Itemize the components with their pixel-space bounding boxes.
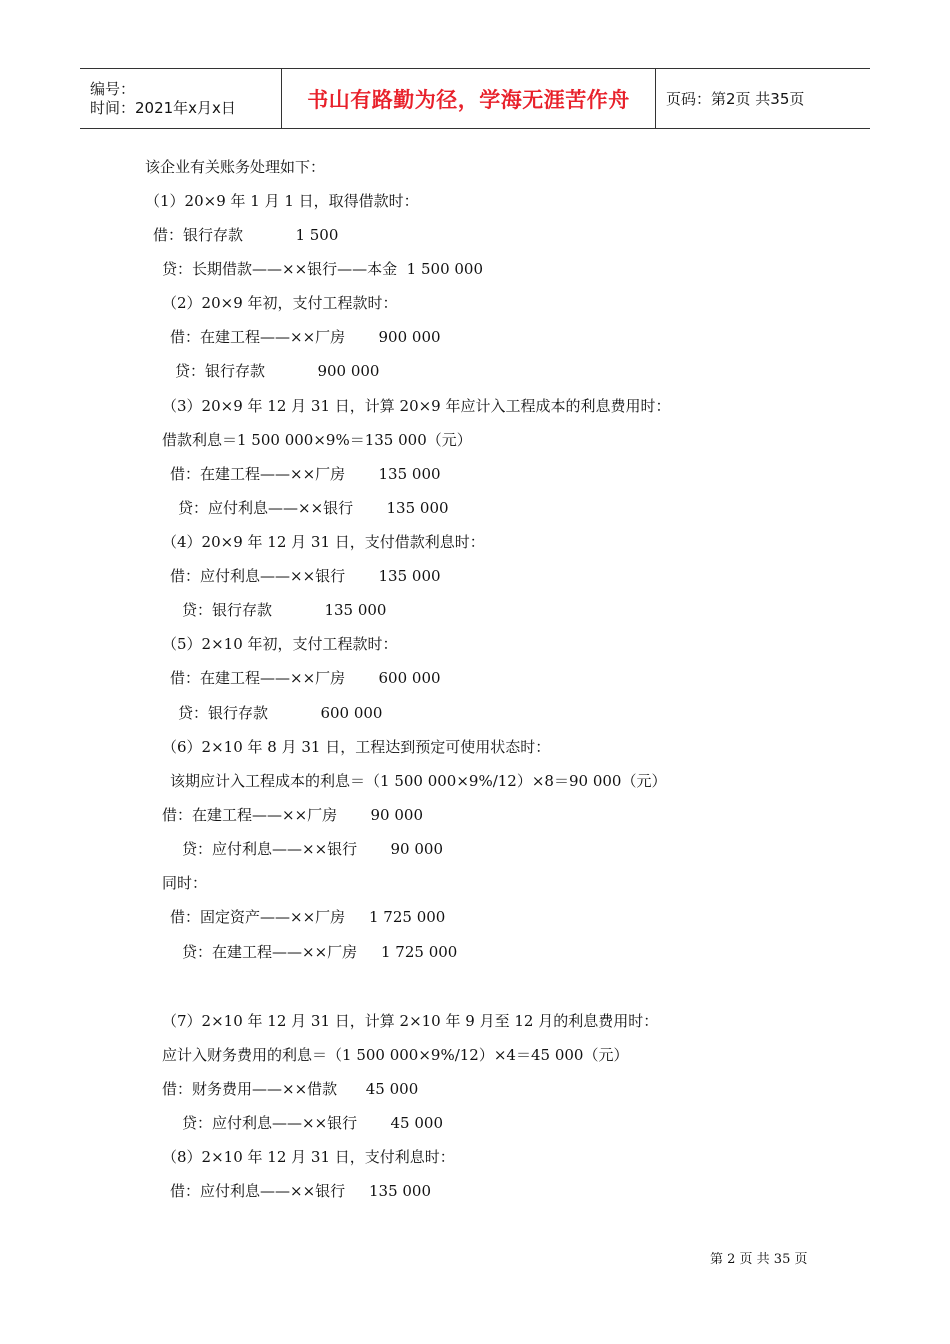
number-label: 编号： (90, 79, 136, 98)
text-line: 借：在建工程——××厂房 600 000 (170, 669, 441, 687)
text-line: 贷：应付利息——××银行 45 000 (182, 1114, 443, 1132)
text-line: 贷：在建工程——××厂房 1 725 000 (182, 943, 458, 961)
text-line: 借款利息＝1 500 000×9%＝135 000（元） (162, 431, 472, 449)
text-line: 借：应付利息——××银行 135 000 (170, 567, 441, 585)
text-line: 借：固定资产——××厂房 1 725 000 (170, 908, 446, 926)
time-label: 时间：2021年x月x日 (90, 98, 236, 117)
text-line: 贷：长期借款——××银行——本金 1 500 000 (162, 260, 484, 278)
page-header (80, 68, 870, 129)
page-footer: 第 2 页 共 35 页 (710, 1252, 808, 1267)
text-line: （8）2×10 年 12 月 31 日，支付利息时： (162, 1148, 455, 1166)
text-line: 贷：银行存款 900 000 (175, 362, 380, 380)
header-motto: 书山有路勤为径，学海无涯苦作舟 (282, 69, 656, 128)
header-meta (80, 69, 282, 128)
text-line: 同时： (162, 874, 208, 892)
text-line: 借：在建工程——××厂房 135 000 (170, 465, 441, 483)
text-line: （3）20×9 年 12 月 31 日，计算 20×9 年应计入工程成本的利息费用时： (162, 397, 671, 415)
text-line: 借：财务费用——××借款 45 000 (162, 1080, 419, 1098)
text-line: 借：在建工程——××厂房 90 000 (162, 806, 423, 824)
text-line: （5）2×10 年初，支付工程款时： (162, 635, 398, 653)
header-page-number: 页码：第2页 共35页 (666, 90, 805, 108)
text-line: 贷：应付利息——××银行 135 000 (178, 499, 449, 517)
text-line: 该期应计入工程成本的利息＝（1 500 000×9%/12）×8＝90 000（元） (170, 772, 667, 790)
text-line: （7）2×10 年 12 月 31 日，计算 2×10 年 9 月至 12 月的利息费用时： (162, 1012, 659, 1030)
text-line: 应计入财务费用的利息＝（1 500 000×9%/12）×4＝45 000（元） (162, 1046, 629, 1064)
text-line: 贷：银行存款 135 000 (182, 601, 387, 619)
text-line: 借：在建工程——××厂房 900 000 (170, 328, 441, 346)
text-line: 借：应付利息——××银行 135 000 (170, 1182, 432, 1200)
text-line: （1）20×9 年 1 月 1 日，取得借款时： (145, 192, 419, 210)
text-line: 贷：应付利息——××银行 90 000 (182, 840, 443, 858)
text-line: （2）20×9 年初，支付工程款时： (162, 294, 398, 312)
text-line: 贷：银行存款 600 000 (178, 704, 383, 722)
text-line: （6）2×10 年 8 月 31 日，工程达到预定可使用状态时： (162, 738, 551, 756)
text-line: （4）20×9 年 12 月 31 日，支付借款利息时： (162, 533, 485, 551)
text-line: 借：银行存款 1 500 (153, 226, 339, 244)
text-line: 该企业有关账务处理如下： (145, 158, 326, 176)
